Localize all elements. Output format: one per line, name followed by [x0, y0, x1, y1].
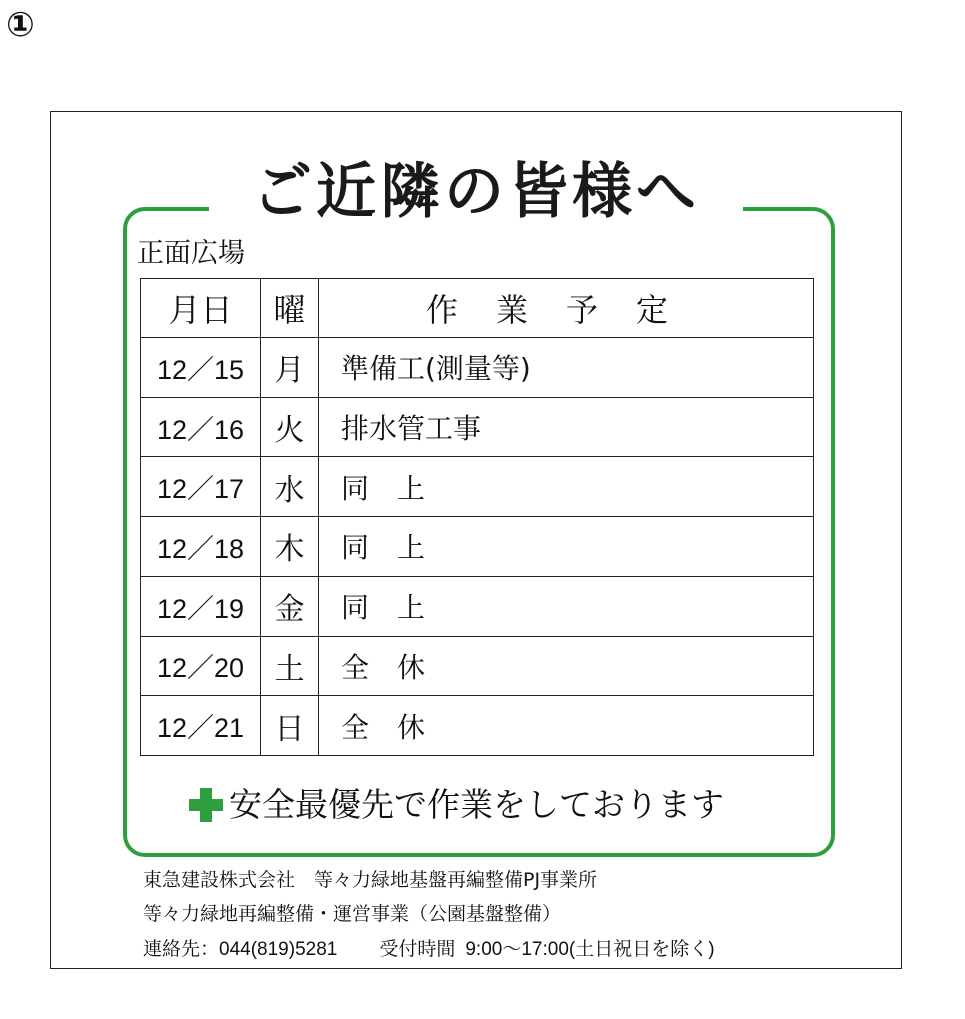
- safety-text: 安全最優先で作業をしております: [229, 785, 724, 824]
- table-row: [141, 517, 814, 577]
- row-work: 準備工(測量等): [319, 338, 814, 398]
- row-day: 月: [261, 338, 319, 398]
- project-line: 等々力緑地再編整備・運営事業（公園基盤整備）: [143, 903, 562, 925]
- notice-title: ご近隣の皆様へ: [252, 157, 700, 227]
- row-day: 水: [261, 457, 319, 517]
- table-row: [141, 397, 814, 457]
- table-row: [141, 636, 814, 696]
- schedule-table: [140, 278, 814, 756]
- green-cross-icon: [189, 788, 223, 822]
- company-line: 東急建設株式会社 等々力緑地基盤再編整備PJ事業所: [143, 869, 598, 891]
- notice-board: [50, 111, 902, 969]
- table-row: [141, 696, 814, 756]
- row-work: 同 上: [319, 576, 814, 636]
- contact-label: 連絡先：: [143, 938, 220, 960]
- row-day: 火: [261, 397, 319, 457]
- location-label: 正面広場: [137, 238, 245, 269]
- row-date: 12／18: [141, 517, 261, 577]
- row-day: 日: [261, 696, 319, 756]
- row-work: 排水管工事: [319, 397, 814, 457]
- table-row: [141, 338, 814, 398]
- hours-label: 受付時間: [379, 938, 456, 960]
- row-date: 12／21: [141, 696, 261, 756]
- page-number: ①: [6, 5, 35, 45]
- safety-message: [189, 785, 724, 825]
- table-row: [141, 576, 814, 636]
- row-work: 全 休: [319, 696, 814, 756]
- row-date: 12／15: [141, 338, 261, 398]
- row-work: 同 上: [319, 517, 814, 577]
- header-work: 作業予定: [319, 279, 814, 338]
- row-date: 12／17: [141, 457, 261, 517]
- row-day: 木: [261, 517, 319, 577]
- header-day: 曜: [261, 279, 319, 338]
- phone-number: 044(819)5281: [219, 939, 338, 960]
- row-date: 12／16: [141, 397, 261, 457]
- row-date: 12／19: [141, 576, 261, 636]
- row-work: 同 上: [319, 457, 814, 517]
- row-day: 土: [261, 636, 319, 696]
- contact-line: [143, 938, 715, 962]
- hours-value: 9:00～17:00(土日祝日を除く): [465, 939, 715, 960]
- table-header-row: [141, 279, 814, 338]
- header-date: 月日: [141, 279, 261, 338]
- row-work: 全 休: [319, 636, 814, 696]
- row-day: 金: [261, 576, 319, 636]
- table-row: [141, 457, 814, 517]
- row-date: 12／20: [141, 636, 261, 696]
